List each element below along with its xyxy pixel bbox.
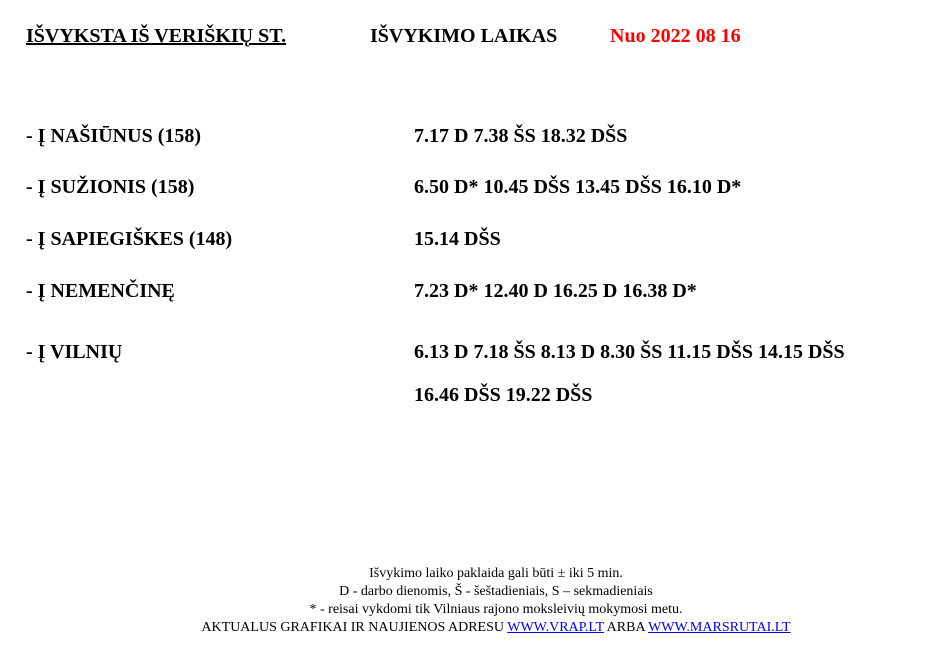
footer-legend: D - darbo dienomis, Š - šeštadieniais, S – sekmadieniais: [339, 584, 653, 599]
route-destination-vilnius: - Į VILNIŲ: [26, 341, 123, 363]
footer-links-prefix: AKTUALUS GRAFIKAI IR NAUJIENOS ADRESU: [201, 620, 508, 635]
route-destination-nasiunai: - Į NAŠIŪNUS (158): [26, 125, 202, 147]
footer-links-middle: ARBA: [603, 620, 649, 635]
route-times-nemencine: 7.23 D* 12.40 D 16.25 D 16.38 D*: [414, 280, 697, 302]
vrap-link[interactable]: WWW.VRAP.LT: [507, 620, 604, 635]
route-times-suzionys: 6.50 D* 10.45 DŠS 13.45 DŠS 16.10 D*: [414, 176, 742, 198]
footer-links-line: [0, 619, 948, 637]
footer-tolerance-note: Išvykimo laiko paklaida gali būti ± iki 5 min.: [369, 566, 623, 581]
route-times-vilnius-line1: 6.13 D 7.18 ŠS 8.13 D 8.30 ŠS 11.15 DŠS 14.15 DŠS: [414, 341, 845, 363]
footer-asterisk-note: * - reisai vykdomi tik Vilniaus rajono moksleivių mokymosi metu.: [309, 602, 683, 617]
marsrutai-link[interactable]: WWW.MARSRUTAI.LT: [648, 620, 791, 635]
route-destination-suzionys: - Į SUŽIONIS (158): [26, 176, 195, 198]
departure-stop-title: IŠVYKSTA IŠ VERIŠKIŲ ST.: [26, 25, 287, 47]
schedule-footer: [0, 565, 948, 637]
route-times-vilnius-line2: 16.46 DŠS 19.22 DŠS: [414, 384, 593, 406]
departure-time-heading: IŠVYKIMO LAIKAS: [370, 25, 558, 47]
valid-from-date: Nuo 2022 08 16: [610, 25, 741, 47]
route-times-nasiunai: 7.17 D 7.38 ŠS 18.32 DŠS: [414, 125, 628, 147]
route-times-sapiegiskes: 15.14 DŠS: [414, 228, 501, 250]
route-destination-sapiegiskes: - Į SAPIEGIŠKES (148): [26, 228, 233, 250]
route-destination-nemencine: - Į NEMENČINĘ: [26, 280, 175, 302]
